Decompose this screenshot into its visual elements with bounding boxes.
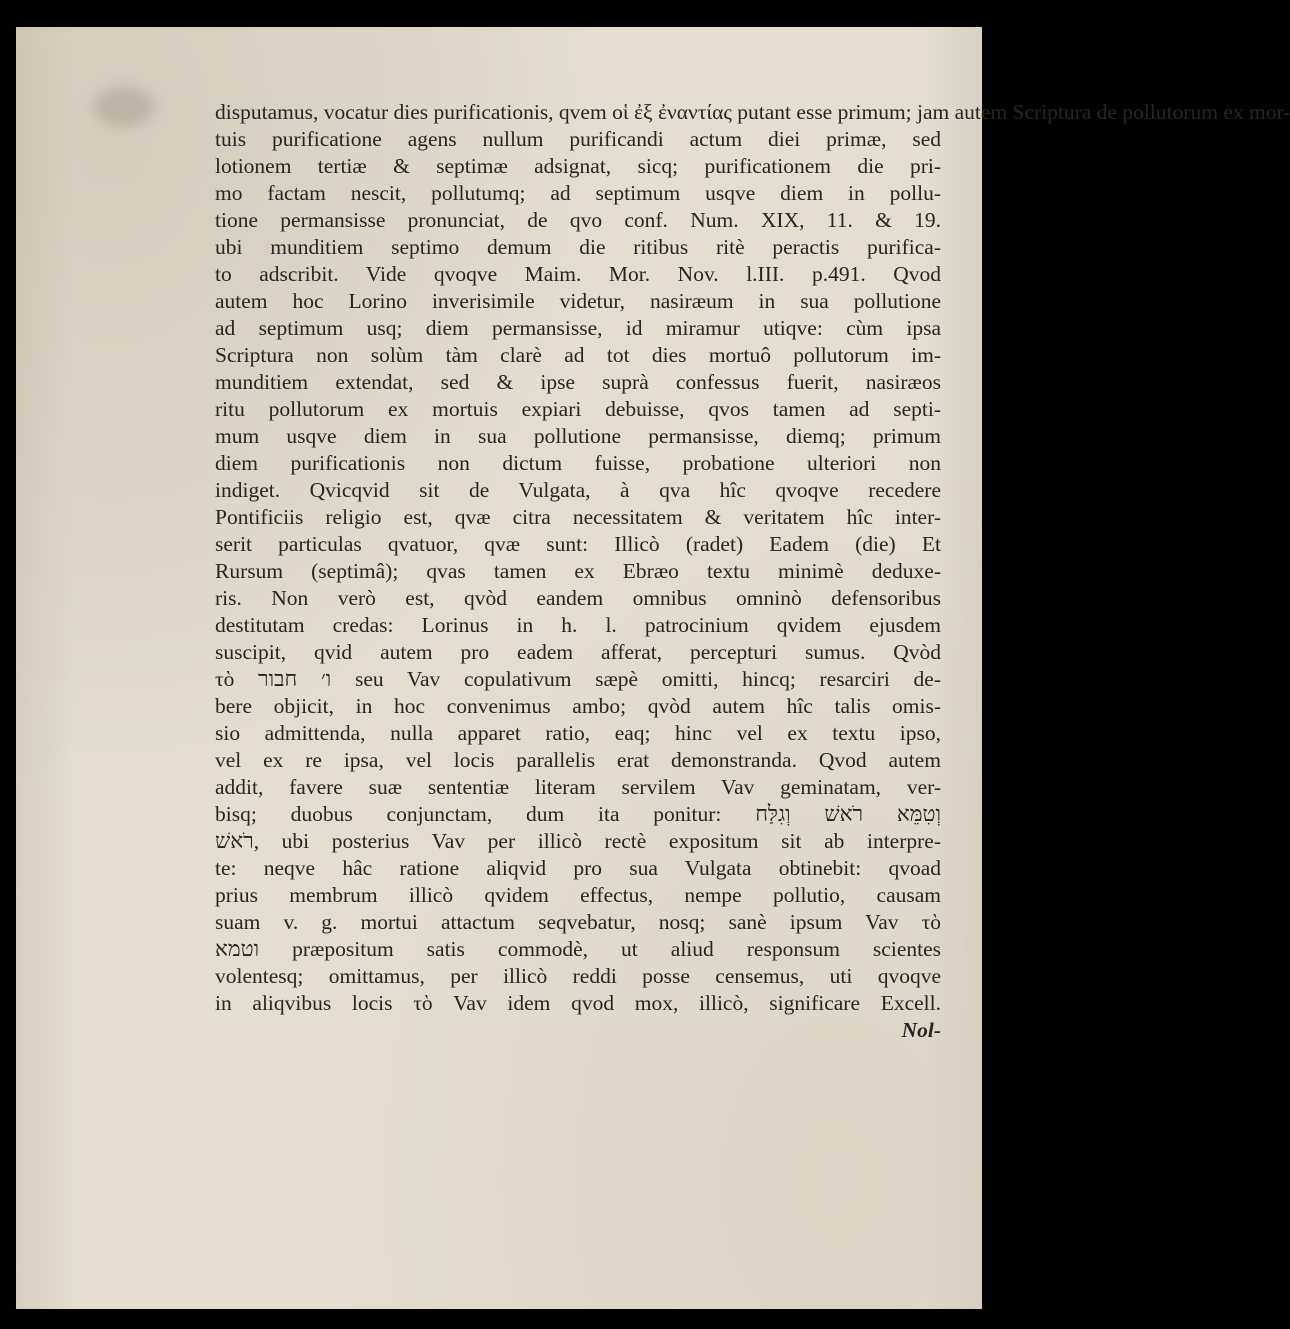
text-line: lotionem tertiæ & septimæ adsignat, sicq; purificationem die pri-: [215, 154, 941, 178]
text-line: mum usqve diem in sua pollutione permansisse, diemq; primum: [215, 424, 941, 448]
book-page: [16, 27, 1290, 1309]
text-line: וטמא præpositum satis commodè, ut aliud responsum scientes: [215, 937, 941, 961]
text-line: serit particulas qvatuor, qvæ sunt: Illicò (radet) Eadem (die) Et: [215, 532, 941, 556]
text-line: addit, favere suæ sententiæ literam servilem Vav geminatam, ver-: [215, 775, 941, 799]
text-line: suam v. g. mortui attactum seqvebatur, nosq; sanè ipsum Vav τὸ: [215, 910, 941, 934]
text-line: indiget. Qvicqvid sit de Vulgata, à qva hîc qvoqve recedere: [215, 478, 941, 502]
text-line: diem purificationis non dictum fuisse, probatione ulteriori non: [215, 451, 941, 475]
catchword: Nol-: [901, 1018, 941, 1042]
text-line: ris. Non verò est, qvòd eandem omnibus omninò defensoribus: [215, 586, 941, 610]
text-line: in aliqvibus locis τὸ Vav idem qvod mox, illicò, significare Excell.: [215, 991, 941, 1015]
text-line: ubi munditiem septimo demum die ritibus ritè peractis purifica-: [215, 235, 941, 259]
page-stain: [94, 87, 154, 127]
text-line: destitutam credas: Lorinus in h. l. patrocinium qvidem ejusdem: [215, 613, 941, 637]
text-line: vel ex re ipsa, vel locis parallelis erat demonstranda. Qvod autem: [215, 748, 941, 772]
text-line: disputamus, vocatur dies purificationis, qvem οἱ ἐξ ἐναντίας putant esse primum; jam autem Scriptura de pollutorum ex mor-: [215, 100, 1290, 124]
text-line: to adscribit. Vide qvoqve Maim. Mor. Nov. l.III. p.491. Qvod: [215, 262, 941, 286]
text-line: bere objicit, in hoc convenimus ambo; qvòd autem hîc talis omis-: [215, 694, 941, 718]
text-line: Rursum (septimâ); qvas tamen ex Ebræo textu minimè deduxe-: [215, 559, 941, 583]
text-line: ritu pollutorum ex mortuis expiari debuisse, qvos tamen ad septi-: [215, 397, 941, 421]
text-line: tione permansisse pronunciat, de qvo conf. Num. XIX, 11. & 19.: [215, 208, 941, 232]
text-line: רֹאשׁ, ubi posterius Vav per illicò rectè expositum sit ab interpre-: [215, 829, 941, 853]
text-line: bisq; duobus conjunctam, dum ita ponitur: וְטִמֵּא רֹאשׁ וְגִלַּח: [215, 802, 941, 826]
text-line: munditiem extendat, sed & ipse suprà confessus fuerit, nasiræos: [215, 370, 941, 394]
text-line: sio admittenda, nulla apparet ratio, eaq; hinc vel ex textu ipso,: [215, 721, 941, 745]
text-line: te: neqve hâc ratione aliqvid pro sua Vulgata obtinebit: qvoad: [215, 856, 941, 880]
text-line: Pontificiis religio est, qvæ citra necessitatem & veritatem hîc inter-: [215, 505, 941, 529]
text-line: suscipit, qvid autem pro eadem afferat, percepturi sumus. Qvòd: [215, 640, 941, 664]
text-line: mo factam nescit, pollutumq; ad septimum usqve diem in pollu-: [215, 181, 941, 205]
text-line: volentesq; omittamus, per illicò reddi posse censemus, uti qvoqve: [215, 964, 941, 988]
text-line: tuis purificatione agens nullum purificandi actum diei primæ, sed: [215, 127, 941, 151]
body-text: [215, 99, 1290, 1044]
text-line: prius membrum illicò qvidem effectus, nempe pollutio, causam: [215, 883, 941, 907]
text-line: autem hoc Lorino inverisimile videtur, nasiræum in sua pollutione: [215, 289, 941, 313]
text-line: τὸ ו׳ חבור seu Vav copulativum sæpè omitti, hincq; resarciri de-: [215, 667, 942, 691]
text-line: Scriptura non solùm tàm clarè ad tot dies mortuô pollutorum im-: [215, 343, 941, 367]
text-line: ad septimum usq; diem permansisse, id miramur utiqve: cùm ipsa: [215, 316, 941, 340]
